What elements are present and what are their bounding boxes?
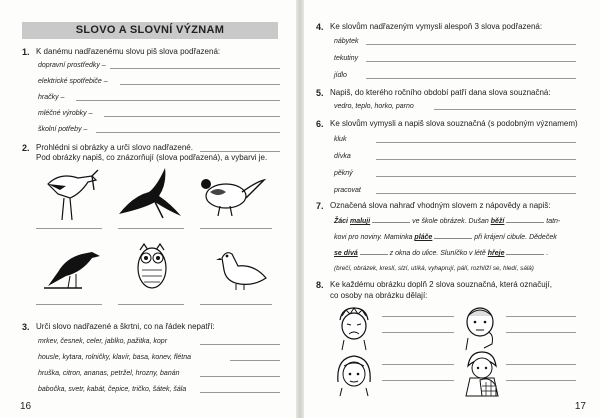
answer-line[interactable] [110,68,280,69]
book-spine [296,0,304,418]
stork-icon [40,164,100,224]
answer-line[interactable] [376,142,576,143]
task1-number: 1. [22,47,30,57]
task5-number: 5. [316,88,324,98]
task8-number: 8. [316,280,324,290]
answer-line[interactable] [118,304,184,305]
task3-item: housle, kytara, rolničky, klavír, basa, konev, flétna [38,354,192,361]
answer-blank[interactable] [506,216,544,223]
task3-instruction: Urči slovo nadřazené a škrtni, co na řádek nepatří: [36,322,215,331]
answer-line[interactable] [200,228,272,229]
task2-number: 2. [22,143,30,153]
answer-line[interactable] [104,116,280,117]
answer-line[interactable] [376,176,576,177]
answer-line[interactable] [506,332,576,333]
task5-item: vedro, teplo, horko, parno [334,103,414,110]
task7-instruction: Označená slova nahraď vhodným slovem z nápovědy a napiš: [330,201,551,210]
page-title: SLOVO A SLOVNÍ VÝZNAM [22,22,278,39]
answer-line[interactable] [96,132,280,133]
answer-line[interactable] [200,344,280,345]
pheasant-icon [196,170,266,220]
task2-instruction: Prohlédni si obrázky a urči slovo nadřazené. [36,143,193,152]
task2-instruction-2: Pod obrázky napiš, co znázorňují (slova podřazená), a vybarvi je. [36,153,268,162]
task4-number: 4. [316,22,324,32]
answer-line[interactable] [382,380,454,381]
task3-item: hruška, citron, ananas, petržel, hrozny, banán [38,370,180,377]
crying-boy-icon [334,306,374,350]
answer-line[interactable] [382,364,454,365]
answer-line[interactable] [382,332,454,333]
answer-line[interactable] [382,316,454,317]
task8-instruction-2: co osoby na obrázku dělají: [330,291,428,300]
answer-line[interactable] [36,304,102,305]
answer-blank[interactable] [360,248,388,255]
task4-item: nábytek [334,38,359,45]
answer-line[interactable] [76,100,280,101]
task7-sentence-1: Žáci maluji ve škole obrázek. Dušan běží tatn- [334,218,561,225]
task7-sentence-3: se dívá z okna do ulice. Sluníčko v létě hřeje . [334,250,549,257]
answer-line[interactable] [506,364,576,365]
task6-item: kluk [334,136,347,143]
answer-blank[interactable] [506,248,544,255]
right-page [304,0,600,418]
answer-line[interactable] [434,109,576,110]
task5-instruction: Napiš, do kterého ročního období patří dana slova souznačná: [330,88,551,97]
task1-instruction: K danému nadřazenému slovu piš slova podřazená: [36,47,221,56]
answer-line[interactable] [118,228,184,229]
page-number: 16 [20,401,32,412]
task6-item: dívka [334,153,351,160]
answer-line[interactable] [366,44,576,45]
left-page [0,0,296,418]
answer-blank[interactable] [372,216,410,223]
swallow-icon [115,164,185,219]
task1-item: elektrické spotřebiče – [38,78,108,85]
answer-line[interactable] [120,84,280,85]
task6-item: pracovat [334,187,361,194]
answer-line[interactable] [506,316,576,317]
answer-line[interactable] [200,304,272,305]
owl-icon [132,240,172,296]
answer-line[interactable] [230,360,280,361]
task1-item: školní potřeby – [38,126,88,133]
pigeon-icon [214,248,270,292]
task4-instruction: Ke slovům nadřazeným vymysli alespoň 3 slova podřazená: [330,22,543,31]
answer-line[interactable] [200,376,280,377]
task7-sentence-2: kovi pro noviny. Maminka pláče při krájení cibule. Dědeček [334,234,557,241]
answer-line[interactable] [376,193,576,194]
task4-item: tekutiny [334,55,359,62]
task6-item: pěkný [334,170,353,177]
task4-item: jídlo [334,72,347,79]
thinking-boy-icon [460,304,500,350]
task1-item: dopravní prostředky – [38,62,106,69]
task1-item: mléčné výrobky – [38,110,93,117]
task3-item: babočka, svetr, kabát, čepice, tričko, šátek, šála [38,386,187,393]
task6-number: 6. [316,119,324,129]
answer-line[interactable] [506,380,576,381]
answer-line[interactable] [366,61,576,62]
task7-hint: (brečí, obrázek, kreslí, slzí, utíká, vyhaprují, pálí, rozhlíží se, hledí, sálá) [334,265,534,272]
answer-line[interactable] [200,392,280,393]
answer-line[interactable] [376,159,576,160]
answer-line[interactable] [366,78,576,79]
answer-blank[interactable] [434,232,472,239]
task3-item: mrkev, česnek, celer, jablko, pažitka, kopr [38,338,168,345]
crow-icon [42,242,102,292]
task6-instruction: Ke slovům vymysli a napiš slova souznačná (s podobným významem) [330,119,578,128]
task1-item: hračky – [38,94,65,101]
answer-line[interactable] [36,228,102,229]
girl-icon [334,352,374,396]
task8-instruction: Ke každému obrázku doplň 2 slova souznačná, která označují, [330,280,552,289]
grandmother-icon [460,350,504,398]
task7-number: 7. [316,201,324,211]
task3-number: 3. [22,322,30,332]
page-number: 17 [574,401,586,412]
